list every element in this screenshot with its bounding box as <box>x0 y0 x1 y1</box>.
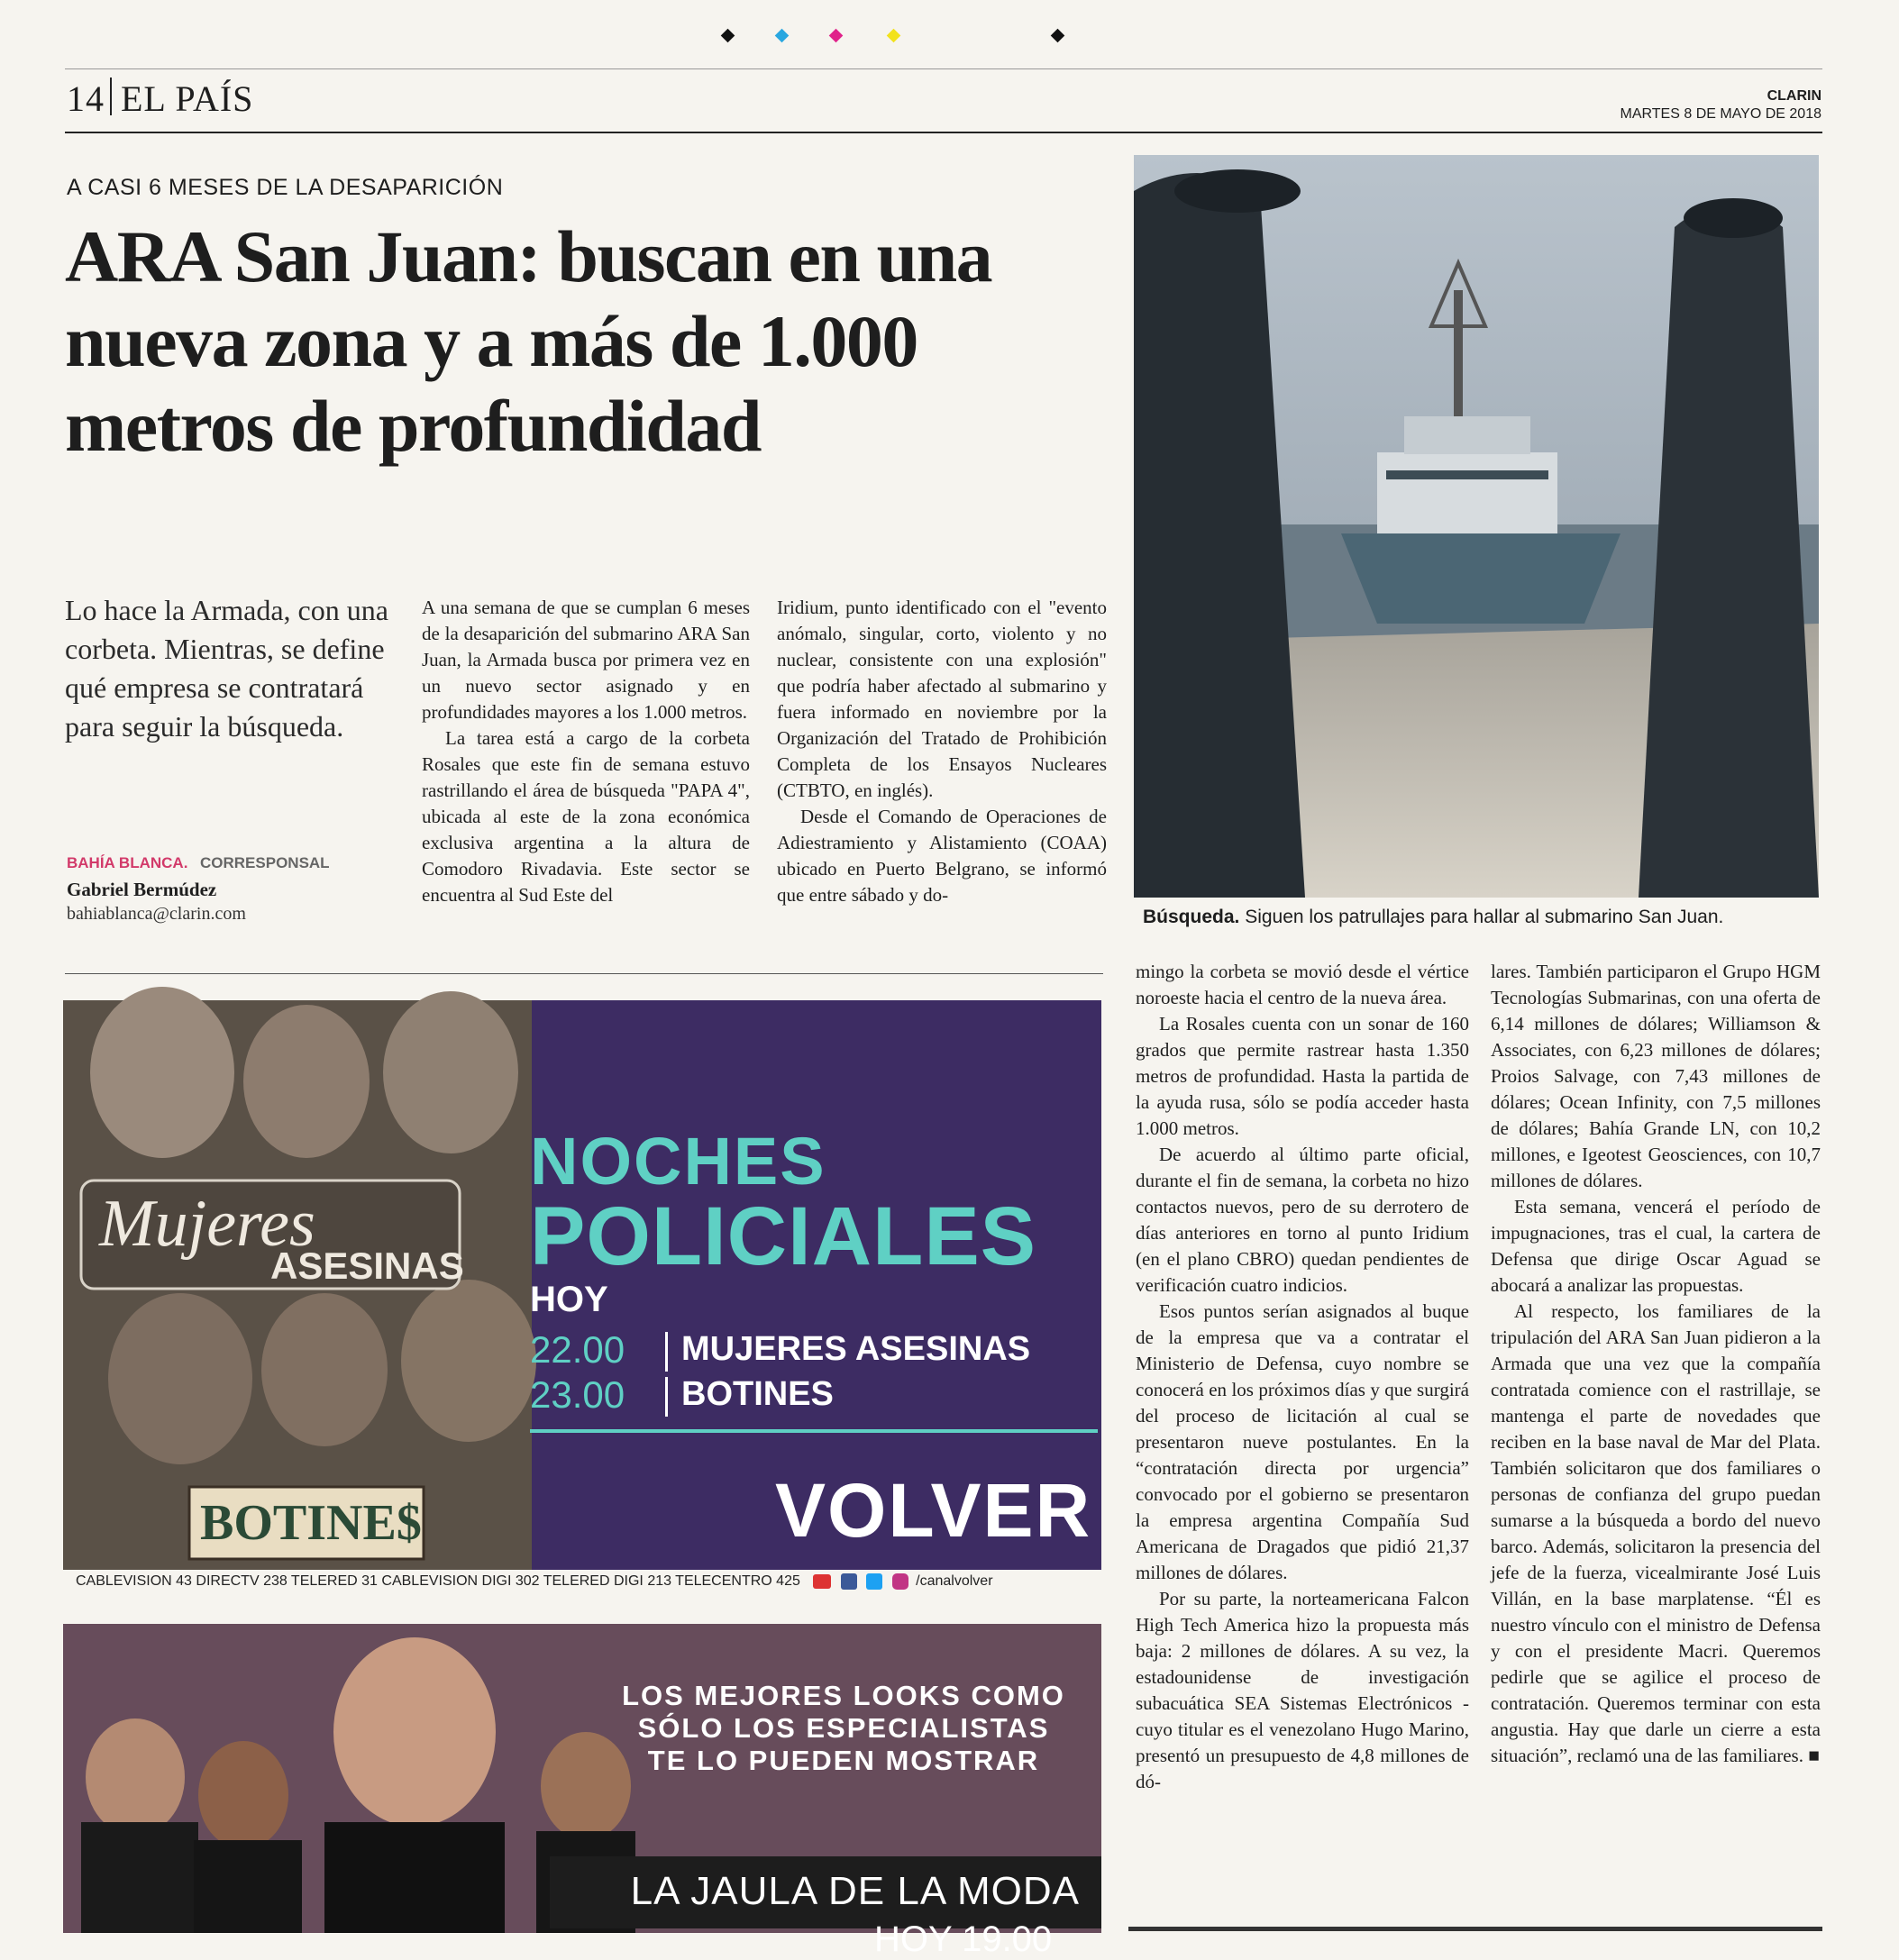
paragraph: Iridium, punto identificado con el "evento anómalo, singular, corto, violento y no nuclear, consistente con una explosión" que podría haber afectado al submarino y fuera informado en noviembre por la Organización del Tratado de Prohibición Completa de los Ensayos Nucleares (CTBTO, en inglés). <box>777 597 1107 801</box>
youtube-icon[interactable] <box>813 1574 831 1589</box>
advertisement-volver[interactable] <box>63 1000 1101 1570</box>
paragraph: Desde el Comando de Operaciones de Adiestramiento y Alistamiento (COAA) ubicado en Puerto Belgrano, se informó que entre sábado y do- <box>777 806 1107 906</box>
paragraph: lares. También participaron el Grupo HGM Tecnologías Submarinas, con una oferta de 6,14 millones de dólares; Williamson & Associates, con 6,23 millones de dólares; Proios Salvage, con 7,43 millones de dólares; Ocean Infinity, con 7,5 millones de dólares; Bahía Grande LN, con 10,2 millones, e Igeotest Geosciences, con 10,7 millones de dólares. <box>1491 961 1821 1191</box>
registration-mark <box>829 29 844 43</box>
paragraph: Por su parte, la norteamericana Falcon High Tech America hizo la propuesta más baja: 2 millones de dólares. A su vez, la estadounidense de investigación subacuática SEA Sistemas Electrónicos -cuyo titular es el venezolano Hugo Marino, presentó un presupuesto de 4,8 millones de dó- <box>1136 1588 1469 1792</box>
section-name: EL PAÍS <box>121 78 254 119</box>
caption-text: Siguen los patrullajes para hallar al submarino San Juan. <box>1245 907 1724 927</box>
advertisement-la-jaula-de-la-moda[interactable] <box>63 1624 1101 1959</box>
header-rule-top <box>65 68 1822 69</box>
registration-mark <box>1051 29 1065 43</box>
slot-2-time: 23.00 <box>530 1373 625 1416</box>
paragraph: A una semana de que se cumplan 6 meses de la desaparición del submarino ARA San Juan, la Armada busca por primera vez en un nuevo sector asignado y en profundidades mayores a los 1.000 metros. <box>422 597 750 723</box>
deck: Lo hace la Armada, con una corbeta. Mientras, se define qué empresa se contratará para seguir la búsqueda. <box>65 594 388 743</box>
social-handle[interactable]: /canalvolver <box>916 1573 993 1590</box>
article-photo <box>1134 155 1819 898</box>
photo-ship-and-sailors <box>1134 155 1819 898</box>
headline: ARA San Juan: buscan en una nueva zona y a más de 1.000 metros de profundidad <box>65 215 992 467</box>
ad-volver-channels <box>76 1573 1103 1590</box>
ad-moda-time: HOY 19.00 <box>874 1919 1053 1959</box>
slot-1-show: MUJERES ASESINAS <box>681 1330 1031 1368</box>
mujeres-asesinas-logo <box>99 1186 464 1288</box>
paragraph: Esos puntos serían asignados al buque de la empresa que va a contratar el Ministerio de Defensa, cuyo nombre se conocerá en los próximos días y que surgirá del proceso de licitación al cual se presentaron nueve postulantes. En la “contratación directa por urgencia” convocado por el gobierno se presentaron la empresa argentina Compañía Sud Americana de Dragados que pidió 21,37 millones de dólares. <box>1136 1300 1469 1583</box>
slot-1-divider <box>665 1332 668 1372</box>
slot-1-time: 22.00 <box>530 1328 625 1371</box>
caption-lead: Búsqueda. <box>1143 907 1240 927</box>
asesinas-logo-text: ASESINAS <box>270 1244 464 1287</box>
article-column-1 <box>422 595 750 908</box>
paragraph: La Rosales cuenta con un sonar de 160 grados que permite rastrear hasta 1.350 metros de profundidad. Hasta la partida de la ayuda rusa, sólo se podía acceder hasta 1.000 metros. <box>1136 1013 1469 1139</box>
newspaper-name: CLARIN <box>1767 88 1821 104</box>
paragraph: Al respecto, los familiares de la tripulación del ARA San Juan pidieron a la Armada que una vez que la compañía contratada comience con el rastrillaje, se mantenga el parte de novedades que reciben en la base naval de Mar del Plata. También solicitaron que dos familiares o personas de confianza del grupo puedan sumarse a la búsqueda a bordo del nuevo barco. Además, solicitaron la presencia del jefe de la fuerza, vicealmirante José Luis Villán, en la base marplatense. “Él es nuestro vínculo con el ministro de Defensa y con el presidente Macri. Queremos pedirle que se agilice el proceso de contratación. Queremos terminar con esta angustia. Hay que darle un cierre a esta situación”, reclamó una de las familiares. ■ <box>1491 1300 1821 1766</box>
ad-teal-rule <box>530 1429 1098 1433</box>
ad-moda-line-2: SÓLO LOS ESPECIALISTAS <box>637 1712 1050 1744</box>
instagram-icon[interactable] <box>892 1573 908 1590</box>
paragraph: mingo la corbeta se movió desde el vértice noroeste hacia el centro de la nueva área. <box>1136 961 1469 1008</box>
photo-caption <box>1143 907 1828 928</box>
slot-2-show: BOTINES <box>681 1375 834 1413</box>
registration-mark <box>775 29 790 43</box>
twitter-icon[interactable] <box>866 1573 882 1590</box>
byline-author: Gabriel Bermúdez <box>67 879 217 900</box>
article-column-3 <box>1136 959 1469 1795</box>
article-column-4 <box>1491 959 1821 1769</box>
page-number: 14 <box>67 78 105 119</box>
ad-moda-line-3: TE LO PUEDEN MOSTRAR <box>647 1745 1040 1776</box>
facebook-icon[interactable] <box>841 1573 857 1590</box>
ad-today-label: HOY <box>530 1280 608 1319</box>
botines-logo: BOTINE$ <box>200 1495 422 1551</box>
mujeres-logo-script: Mujeres <box>99 1187 315 1261</box>
kicker: A CASI 6 MESES DE LA DESAPARICIÓN <box>67 175 504 200</box>
paragraph: De acuerdo al último parte oficial, durante el fin de semana, la corbeta no hizo contactos nuevos, pero de su derrotero de días anteriores en torno al punto Iridium (en el plano CBRO) quedan pendientes de verificación cuatro indicios. <box>1136 1144 1469 1296</box>
byline-city: BAHÍA BLANCA. <box>67 854 188 871</box>
paragraph: La tarea está a cargo de la corbeta Rosales que este fin de semana estuvo rastrillando el área de búsqueda "PAPA 4", ubicada al este de la zona económica exclusiva argentina a la altura de Comodoro Rivadavia. Este sector se encuentra al Sud Este del <box>422 727 750 906</box>
byline-email: bahiablanca@clarin.com <box>67 904 246 924</box>
header-separator <box>110 77 112 115</box>
ad-title-policiales: POLICIALES <box>530 1190 1037 1282</box>
registration-mark <box>721 29 735 43</box>
ad-moda-line-1: LOS MEJORES LOOKS COMO <box>622 1680 1065 1711</box>
volver-brand-logo: VOLVER <box>775 1468 1092 1553</box>
slot-2-divider <box>665 1377 668 1417</box>
footer-rule <box>1128 1927 1822 1931</box>
section-rule <box>65 973 1103 974</box>
ad-title-noches: NOCHES <box>530 1124 826 1199</box>
paragraph: Esta semana, vencerá el período de impugnaciones, tras el cual, la cartera de Defensa que dirige Oscar Aguad se abocará a analizar las propuestas. <box>1491 1196 1821 1296</box>
issue-date: MARTES 8 DE MAYO DE 2018 <box>1620 106 1821 122</box>
byline-role: CORRESPONSAL <box>200 854 330 871</box>
article-column-2 <box>777 595 1107 908</box>
channels-list: CABLEVISION 43 DIRECTV 238 TELERED 31 CABLEVISION DIGI 302 TELERED DIGI 213 TELECENTRO 425 <box>76 1573 800 1590</box>
header-rule <box>65 132 1822 133</box>
registration-mark <box>887 29 901 43</box>
ad-moda-title: LA JAULA DE LA MODA <box>630 1869 1080 1913</box>
